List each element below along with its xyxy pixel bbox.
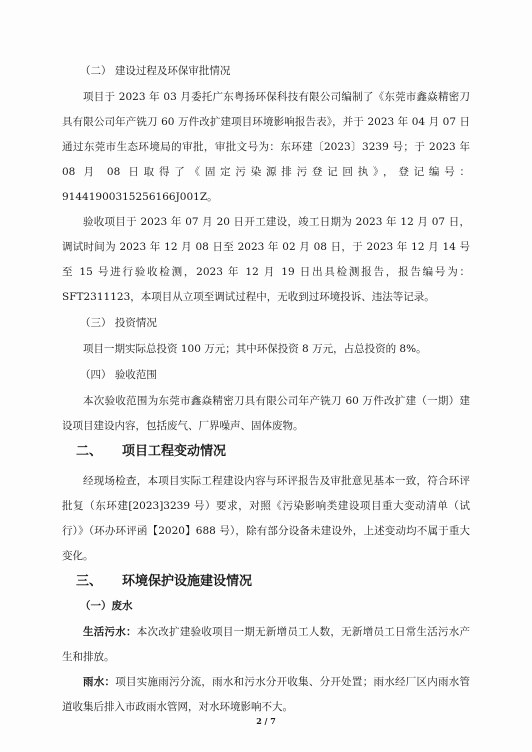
project-changes-paragraph: 经现场检查，本项目实际工程建设内容与环评报告及审批意见基本一致，符合环评批复（东环建[2023]3239 号）要求，对照《污染影响类建设项目重大变动清单（试行）》（环办环评函【2020】688 号），除有部分设备未建设外，上述变动均不属于重大变化。 (62, 475, 470, 562)
rainwater-paragraph (62, 670, 470, 720)
heading-project-changes (62, 443, 470, 461)
heading-number: 二、 (76, 444, 103, 459)
heading-number: 三、 (76, 574, 103, 589)
domestic-sewage-paragraph (62, 620, 470, 670)
domestic-sewage-text: 本次改扩建验收项目一期无新增员工人数，无新增员工日常生活污水产生和排放。 (62, 626, 471, 663)
heading-text: 项目工程变动情况 (122, 444, 227, 459)
heading-env-facilities (62, 573, 470, 591)
domestic-sewage-label: 生活污水： (83, 626, 137, 638)
section-2-paragraph-2: 验收项目于 2023 年 07 月 20 日开工建设，竣工日期为 2023 年 12 月 07 日，调试时间为 2023 年 12 月 08 日至 2023 年 02 月 08 日，于 2023 年 12 月 14 号至 15 号进行验收检测，2023 年 12 月 19 日出具检测报告，报告编号为：SFT2311123，本项目从立项至调试过程中，无收到过环境投诉、违法等记录。 (62, 216, 470, 303)
rainwater-text: 项目实施雨污分流，雨水和污水分开收集、分开处置；雨水经厂区内雨水管道收集后排入市政雨水管网，对水环境影响不大。 (62, 676, 471, 713)
rainwater-label: 雨水： (83, 676, 116, 688)
section-3-paragraph: 项目一期实际总投资 100 万元；其中环保投资 8 万元，占总投资的 8%。 (83, 343, 427, 355)
section-4-subtitle: （四） 验收范围 (80, 369, 157, 381)
heading-text: 环境保护设施建设情况 (122, 574, 253, 589)
wastewater-subheading: （一）废水 (80, 600, 133, 612)
section-4-paragraph: 本次验收范围为东莞市鑫焱精密刀具有限公司年产铣刀 60 万件改扩建（一期）建设项目建设内容，包括废气、厂界噪声、固体废物。 (62, 395, 470, 432)
page-number: 2 / 7 (256, 716, 276, 726)
section-3-subtitle: （三） 投资情况 (80, 317, 157, 329)
section-2-paragraph-1: 项目于 2023 年 03 月委托广东粤扬环保科技有限公司编制了《东莞市鑫焱精密刀具有限公司年产铣刀 60 万件改扩建项目环境影响报告表》，并于 2023 年 04 月 07 日通过东莞市生态环境局的审批，审批文号为：东环建〔2023〕3239 号；于 2023 年 08 月 08 日取得了《固定污染源排污登记回执》，登记编号：91441900315256166J001Z。 (62, 91, 470, 203)
section-2-subtitle: （二） 建设过程及环保审批情况 (80, 65, 231, 77)
